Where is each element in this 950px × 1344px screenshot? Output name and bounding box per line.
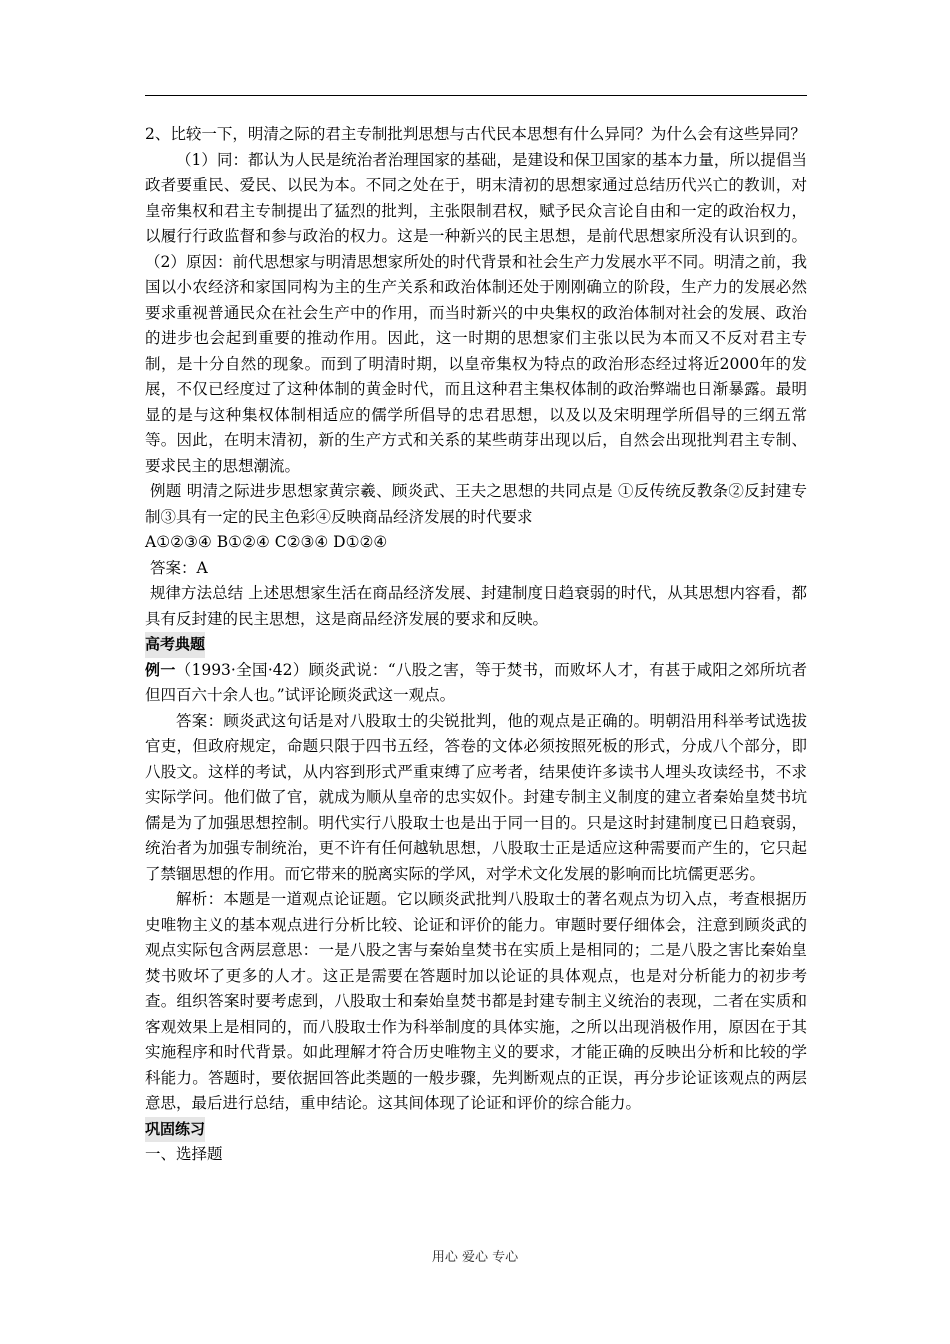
example-one-label: 例一 [145, 660, 176, 679]
gaokao-heading: 高考典题 [145, 632, 205, 658]
gaokao-example [145, 658, 807, 709]
header-rule [145, 95, 807, 96]
example-one-text: （1993·全国·42）顾炎武说：“八股之害，等于焚书，而败坏人才，有甚于咸阳之郊所坑者但四百六十余人也。”试评论顾炎武这一观点。 [145, 660, 807, 704]
document-body [145, 122, 807, 1168]
gaokao-analysis: 解析：本题是一道观点论证题。它以顾炎武批判八股取士的著名观点为切入点，考查根据历史唯物主义的基本观点进行分析比较、论证和评价的能力。审题时要仔细体会，注意到顾炎武的观点实际包含两层意思：一是八股之害与秦始皇焚书在实质上是相同的；二是八股之害比秦始皇焚书败坏了更多的人才。这正是需要在答题时加以论证的具体观点，也是对分析能力的初步考查。组织答案时要考虑到，八股取士和秦始皇焚书都是封建专制主义统治的表现，二者在实质和客观效果上是相同的，而八股取士作为科举制度的具体实施，之所以出现消极作用，原因在于其实施程序和时代背景。如此理解才符合历史唯物主义的要求，才能正确的反映出分析和比较的学科能力。答题时，要依据回答此类题的一般步骤，先判断观点的正误，再分步论证该观点的两层意思，最后进行总结，重申结论。这其间体现了论证和评价的综合能力。 [145, 890, 807, 1112]
method-summary: 规律方法总结 上述思想家生活在商品经济发展、封建制度日趋衰弱的时代，从其思想内容看，都具有反封建的民主思想，这是商品经济发展的要求和反映。 [145, 584, 807, 628]
example-answer: 答案：A [150, 558, 208, 577]
example-options: A①②③④ B①②④ C②③④ D①②④ [145, 533, 388, 551]
gaokao-answer: 答案：顾炎武这句话是对八股取士的尖锐批判，他的观点是正确的。明朝沿用科举考试选拔官吏，但政府规定，命题只限于四书五经，答卷的文体必须按照死板的形式，分成八个部分，即八股文。这样的考试，从内容到形式严重束缚了应考者，结果使许多读书人埋头攻读经书，不求实际学问。他们做了官，就成为顺从皇帝的忠实奴仆。封建专制主义制度的建立者秦始皇焚书坑儒是为了加强思想控制。明代实行八股取士也是出于同一目的。只是这时封建制度已日趋衰弱，统治者为加强专制统治，更不许有任何越轨思想，八股取士正是适应这种需要而产生的，它只起了禁锢思想的作用。而它带来的脱离实际的学风，对学术文化发展的影响而比坑儒更恶劣。 [145, 711, 807, 883]
page-footer: 用心 爱心 专心 [431, 1250, 519, 1265]
question-2-title: 2、比较一下，明清之际的君主专制批判思想与古代民本思想有什么异同？为什么会有这些异同？ [145, 125, 806, 143]
gaokao-heading-line [145, 632, 807, 658]
practice-heading: 巩固练习 [145, 1117, 205, 1143]
question-2-answer: （1）同：都认为人民是统治者治理国家的基础，是建设和保卫国家的基本力量，所以提倡当政者要重民、爱民、以民为本。不同之处在于，明末清初的思想家通过总结历代兴亡的教训，对皇帝集权和君主专制提出了猛烈的批判，主张限制君权，赋予民众言论自由和一定的政治权力，以履行行政监督和参与政治的权力。这是一种新兴的民主思想，是前代思想家所没有认识到的。（2）原因：前代思想家与明清思想家所处的时代背景和社会生产力发展水平不同。明清之前，我国以小农经济和家国同构为主的生产关系和政治体制还处于刚刚确立的阶段，生产力的发展必然要求重视普通民众在社会生产中的作用，而当时新兴的中央集权的政治体制对社会的发展、政治的进步也会起到重要的推动作用。因此，这一时期的思想家们主张以民为本而又不反对君主专制，是十分自然的现象。而到了明清时期，以皇帝集权为特点的政治形态经过将近2000年的发展，不仅已经度过了这种体制的黄金时代，而且这种君主集权体制的政治弊端也日渐暴露。最明显的是与这种集权体制相适应的儒学所倡导的忠君思想，以及以及宋明理学所倡导的三纲五常等。因此，在明末清初，新的生产方式和关系的某些萌芽出现以后，自然会出现批判君主专制、要求民主的思想潮流。 [145, 150, 807, 475]
practice-section: 一、选择题 [145, 1145, 223, 1163]
practice-heading-line [145, 1117, 807, 1143]
example-question: 例题 明清之际进步思想家黄宗羲、顾炎武、王夫之思想的共同点是 ①反传统反教条②反封建专制③具有一定的民主色彩④反映商品经济发展的时代要求 [145, 482, 807, 526]
